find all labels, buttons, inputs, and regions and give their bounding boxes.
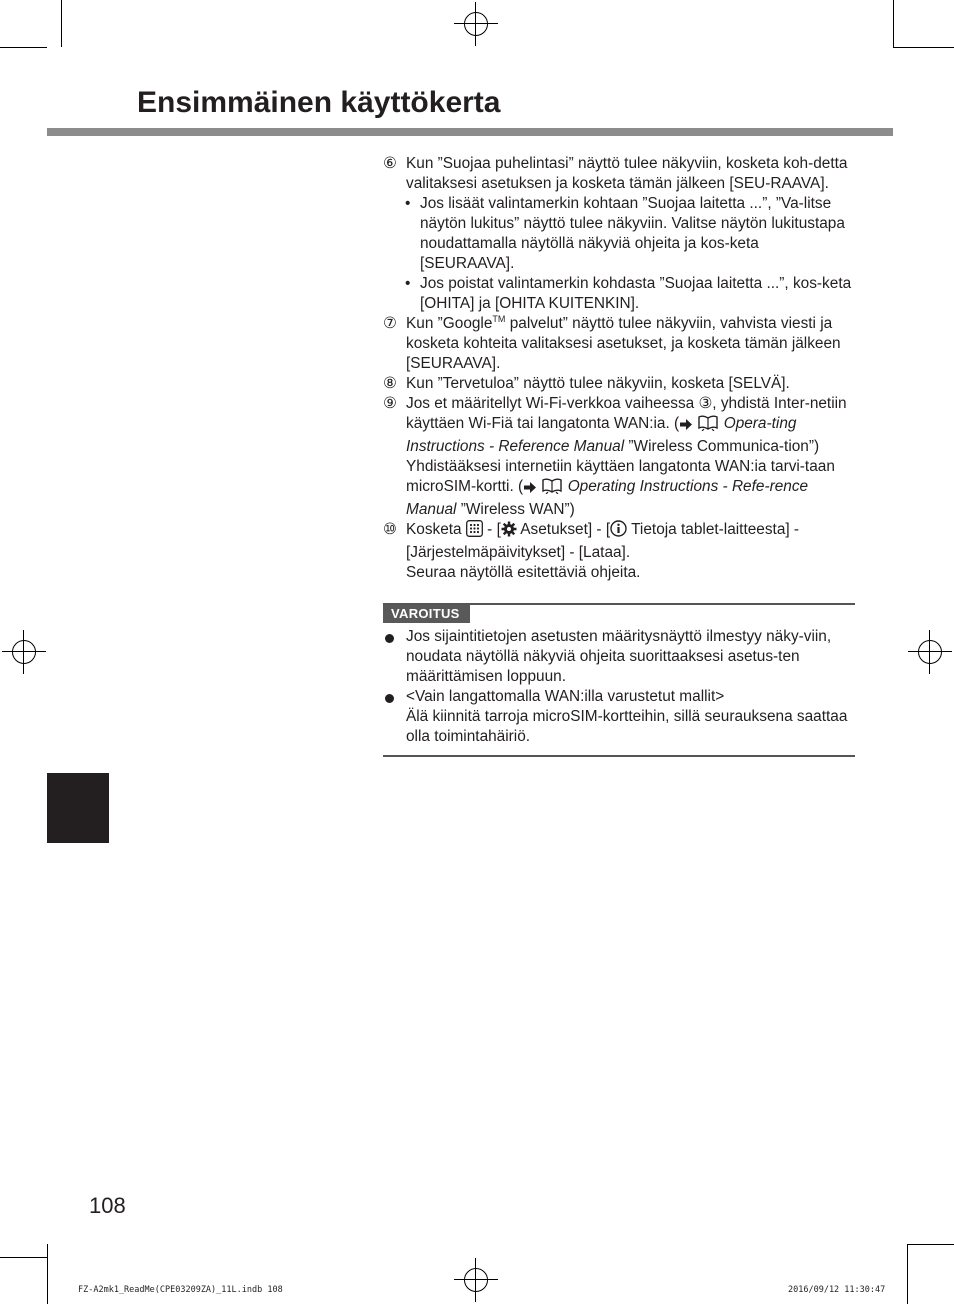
warning-header — [383, 603, 855, 627]
warning-label: VAROITUS — [383, 605, 470, 623]
step-text: ”Wireless WAN”) — [456, 501, 575, 518]
step-text: Kosketa — [406, 521, 466, 538]
step-text: Kun ”Suojaa puhelintasi” näyttö tulee näkyviin, kosketa koh-detta valitaksesi asetuksen ja kosketa tämän jälkeen [SEU-RAAVA]. — [406, 155, 848, 192]
note-text: Jos poistat valintamerkin kohdasta ”Suojaa laitetta ...”, kos-keta [OHITA] ja [OHITA KUITENKIN]. — [420, 275, 852, 312]
step-number: ⑦ — [383, 315, 397, 332]
step-number: ⑨ — [383, 395, 397, 412]
step-6 — [383, 154, 855, 194]
bullet-dot — [385, 694, 394, 703]
warning-box — [383, 603, 855, 757]
step-text: Yhdistääksesi internetiin käyttäen langatonta WAN:ia tarvi-taan microSIM-kortti. ( — [406, 458, 835, 495]
step-6-note-1 — [383, 194, 855, 274]
warning-body — [383, 627, 855, 757]
step-text: Jos et määritellyt Wi-Fi-verkkoa vaiheessa ③, yhdistä Inter-netiin käyttäen Wi-Fiä tai langatonta WAN:ia. ( — [406, 395, 847, 432]
warning-item — [383, 687, 855, 747]
step-text: palvelut” näyttö tulee näkyviin, vahvista viesti ja kosketa kohteita valitaksesi asetukset, ja kosketa tämän jälkeen [SEURAAVA]. — [406, 315, 841, 372]
step-10 — [383, 520, 855, 583]
step-9 — [383, 394, 855, 520]
page-number: 108 — [89, 1193, 126, 1218]
footer-file-info: FZ-A2mk1_ReadMe(CPE03209ZA)_11L.indb 108 — [78, 1285, 283, 1295]
title-rule — [47, 128, 893, 136]
trademark-superscript: TM — [492, 313, 506, 324]
step-text: ”Wireless Communica-tion”) — [624, 438, 820, 455]
settings-gear-icon — [501, 521, 517, 543]
note-text: Jos lisäät valintamerkin kohtaan ”Suojaa laitetta ...”, ”Va-litse näytön lukitus” näyttö tulee näkyviin. Valitse näytön lukitustapa noudattamalla näytöllä näkyviä ohjeita ja kos-keta [SEURAAVA]. — [420, 195, 845, 272]
step-6-note-2 — [383, 274, 855, 314]
registration-mark-right — [908, 630, 952, 674]
step-text: - [ — [482, 521, 501, 538]
info-icon — [610, 520, 627, 543]
arrow-right-icon — [523, 480, 537, 500]
bullet-dot: • — [405, 275, 411, 292]
step-text: Tietoja tablet-laitteesta] - [Järjestelmäpäivitykset] - [Lataa]. — [406, 521, 800, 561]
manual-reference: Opera-ting Instructions - Reference Manual — [406, 415, 797, 455]
step-text: Kun ”Tervetuloa” näyttö tulee näkyviin, kosketa [SELVÄ]. — [406, 375, 790, 392]
instructions-content — [383, 154, 855, 757]
page-title: Ensimmäinen käyttökerta — [137, 86, 501, 119]
warning-item — [383, 627, 855, 687]
step-text: Asetukset] - [ — [516, 521, 611, 538]
step-number: ⑩ — [383, 521, 397, 538]
step-text: Seuraa näytöllä esitettäviä ohjeita. — [406, 564, 641, 581]
bullet-dot — [385, 634, 394, 643]
manual-book-icon — [541, 477, 563, 500]
warning-text: <Vain langattomalla WAN:illa varustetut mallit> — [406, 688, 725, 705]
warning-text: Älä kiinnitä tarroja microSIM-kortteihin, sillä seurauksena saattaa olla toimintahäiriö. — [406, 708, 848, 745]
bullet-dot: • — [405, 195, 411, 212]
arrow-right-icon — [679, 417, 693, 437]
registration-mark-bottom — [454, 1258, 498, 1302]
step-7 — [383, 314, 855, 374]
step-number: ⑥ — [383, 155, 397, 172]
registration-mark-top — [454, 2, 498, 46]
registration-mark-left — [2, 630, 46, 674]
manual-book-icon — [697, 414, 719, 437]
footer-datetime: 2016/09/12 11:30:47 — [788, 1285, 886, 1295]
warning-text: Jos sijaintitietojen asetusten määritysnäyttö ilmestyy näky-viin, noudata näytöllä näkyviä ohjeita suorittaaksesi asetus-ten määrittämisen loppuun. — [406, 628, 832, 685]
manual-reference: Operating Instructions - Refe-rence Manual — [406, 478, 809, 518]
apps-grid-icon — [466, 520, 483, 543]
step-8 — [383, 374, 855, 394]
step-number: ⑧ — [383, 375, 397, 392]
section-tab-block — [47, 773, 109, 843]
step-text: Kun ”Google — [406, 315, 493, 332]
